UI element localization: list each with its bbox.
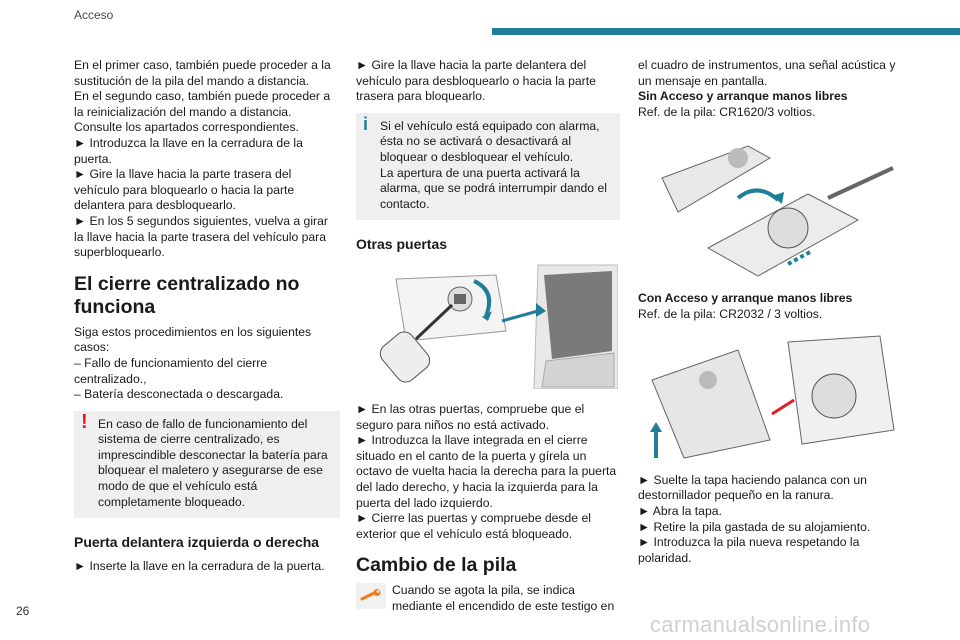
paragraph: En el primer caso, también puede proceder a la sustitución de la pila del mando a distancia. — [74, 58, 331, 88]
warning-box — [74, 411, 340, 519]
step: ► Introduzca la llave en la cerradura de la puerta. — [74, 135, 303, 166]
watermark: carmanualsonline.info — [650, 612, 871, 637]
paragraph: Consulte los apartados correspondientes. — [74, 120, 299, 135]
key-battery-illustration-1 — [638, 128, 908, 283]
step: ► Inserte la llave en la cerradura de la puerta. — [74, 559, 325, 574]
step: ► Suelte la tapa haciendo palanca con un destornillador pequeño en la ranura. — [638, 472, 867, 503]
heading-otras-puertas: Otras puertas — [356, 236, 448, 253]
header-accent-bar — [492, 28, 960, 35]
step: ► Introduzca la llave integrada en el cierre situado en el canto de la puerta y gírela un octavo de vuelta hacia la derecha para la puerta del lado derecho, y hacia la izquierda para la puerta del lado izquierdo. — [356, 433, 617, 510]
section-title: Acceso — [74, 8, 114, 22]
paragraph: En el segundo caso, también puede proceder a la reinicialización del mando a distancia. — [74, 89, 331, 119]
key-battery-illustration-2 — [638, 330, 908, 465]
subheading: Sin Acceso y arranque manos libres — [638, 89, 848, 104]
column-right — [638, 58, 908, 566]
battery-ref: Ref. de la pila: CR2032 / 3 voltios. — [638, 306, 823, 321]
info-text: Si el vehículo está equipado con alarma, ésta no se activará o desactivará al bloquear o desbloquear el vehículo. — [380, 118, 600, 164]
paragraph: Cuando se agota la pila, se indica mediante el encendido de este testigo en — [392, 583, 615, 613]
heading-puerta-delantera: Puerta delantera izquierda o derecha — [74, 534, 320, 551]
list-item: – Batería desconectada o descargada. — [74, 387, 284, 402]
door-lock-illustration — [356, 261, 620, 394]
wrench-icon — [356, 583, 386, 609]
column-middle — [356, 58, 620, 614]
subheading: Con Acceso y arranque manos libres — [638, 290, 853, 305]
heading-cierre-centralizado: El cierre centralizado no funciona — [74, 272, 300, 318]
step: ► Abra la tapa. — [638, 503, 722, 518]
paragraph: Siga estos procedimientos en los siguientes casos: — [74, 324, 312, 355]
heading-cambio-pila: Cambio de la pila — [356, 554, 517, 577]
info-box — [356, 113, 620, 221]
step: ► Introduzca la pila nueva respetando la polaridad. — [638, 535, 860, 565]
warning-icon: ! — [81, 410, 88, 433]
info-icon: i — [363, 113, 369, 134]
page-number: 26 — [16, 604, 30, 618]
step: ► Gire la llave hacia la parte trasera del vehículo para bloquearlo o hacia la parte delantera para desbloquearlo. — [74, 167, 295, 213]
step: ► En las otras puertas, compruebe que el seguro para niños no está activado. — [356, 401, 585, 432]
warning-text: En caso de fallo de funcionamiento del sistema de cierre centralizado, es imprescindible desconectar la batería para bloquear el maletero y asegurarse de ese modo de que el vehículo está completamente bloqueado. — [98, 416, 328, 509]
step: ► En los 5 segundos siguientes, vuelva a girar la llave hacia la parte trasera del vehículo para superbloquearlo. — [74, 213, 328, 260]
column-left — [74, 58, 340, 575]
step: ► Cierre las puertas y compruebe desde el exterior que el vehículo está bloqueado. — [356, 511, 591, 541]
info-text: La apertura de una puerta activará la alarma, que se podrá interrumpir dando el contacto. — [380, 165, 607, 211]
list-item: – Fallo de funcionamiento del cierre centralizado., — [74, 355, 268, 386]
step: ► Retire la pila gastada de su alojamiento. — [638, 519, 871, 534]
step: ► Gire la llave hacia la parte delantera del vehículo para desbloquearlo o hacia la parte trasera para bloquearlo. — [356, 58, 596, 104]
battery-ref: Ref. de la pila: CR1620/3 voltios. — [638, 104, 816, 119]
paragraph: el cuadro de instrumentos, una señal acústica y un mensaje en pantalla. — [638, 58, 896, 88]
